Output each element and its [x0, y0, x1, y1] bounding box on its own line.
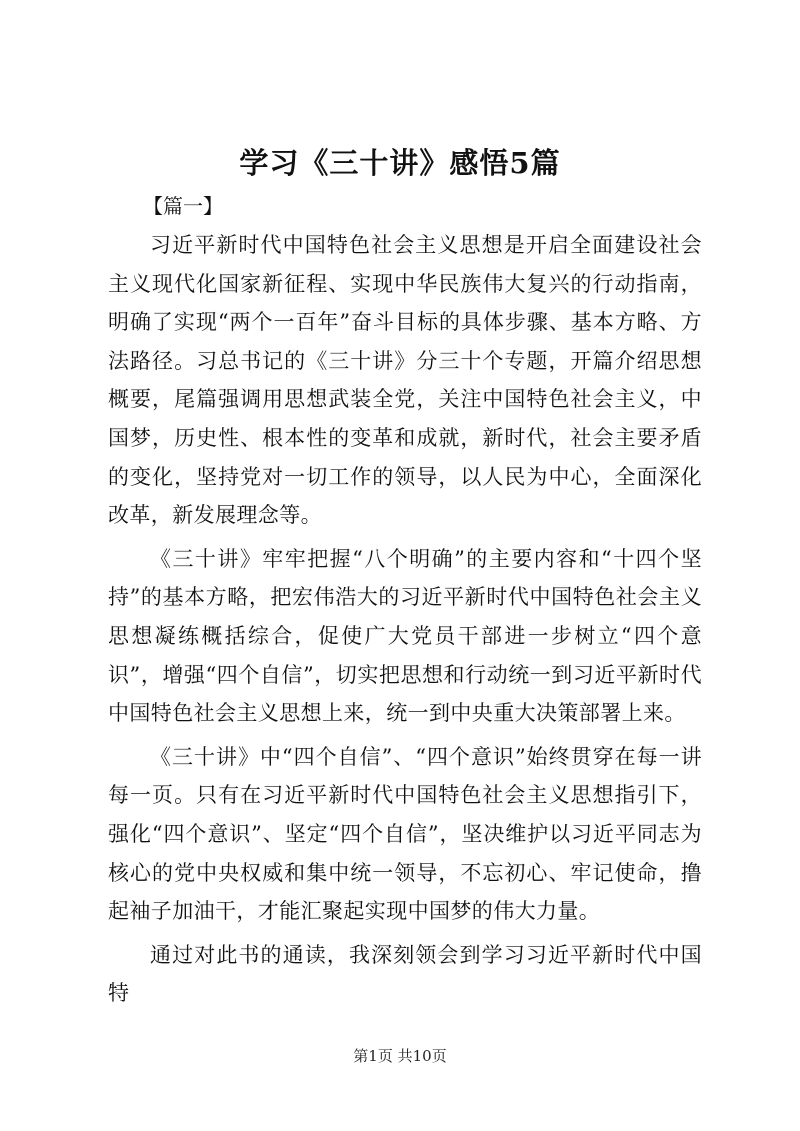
paragraph: 通过对此书的通读，我深刻领会到学习习近平新时代中国特 [108, 942, 702, 1006]
document-title: 学习《三十讲》感悟5篇 [239, 146, 561, 180]
document-body [108, 226, 702, 1013]
section-label: 【篇一】 [143, 194, 223, 218]
paragraph: 习近平新时代中国特色社会主义思想是开启全面建设社会主义现代化国家新征程、实现中华民族伟大复兴的行动指南，明确了实现“两个一百年”奋斗目标的具体步骤、基本方略、方法路径。习总书记的《三十讲》分三十个专题，开篇介绍思想概要，尾篇强调用思想武装全党，关注中国特色社会主义，中国梦，历史性、根本性的变革和成就，新时代，社会主要矛盾的变化，坚持党对一切工作的领导，以人民为中心，全面深化改革，新发展理念等。 [108, 233, 702, 528]
paragraph: 《三十讲》牢牢把握“八个明确”的主要内容和“十四个坚持”的基本方略，把宏伟浩大的习近平新时代中国特色社会主义思想凝练概括综合，促使广大党员干部进一步树立“四个意识”，增强“四个自信”，切实把思想和行动统一到习近平新时代中国特色社会主义思想上来，统一到中央重大决策部署上来。 [108, 546, 702, 726]
paragraph: 《三十讲》中“四个自信”、“四个意识”始终贯穿在每一讲每一页。只有在习近平新时代中国特色社会主义思想指引下，强化“四个意识”、坚定“四个自信”，坚决维护以习近平同志为核心的党中央权威和集中统一领导，不忘初心、牢记使命，撸起袖子加油干，才能汇聚起实现中国梦的伟大力量。 [108, 744, 702, 924]
page-number: 第1页 共10页 [353, 1047, 447, 1065]
